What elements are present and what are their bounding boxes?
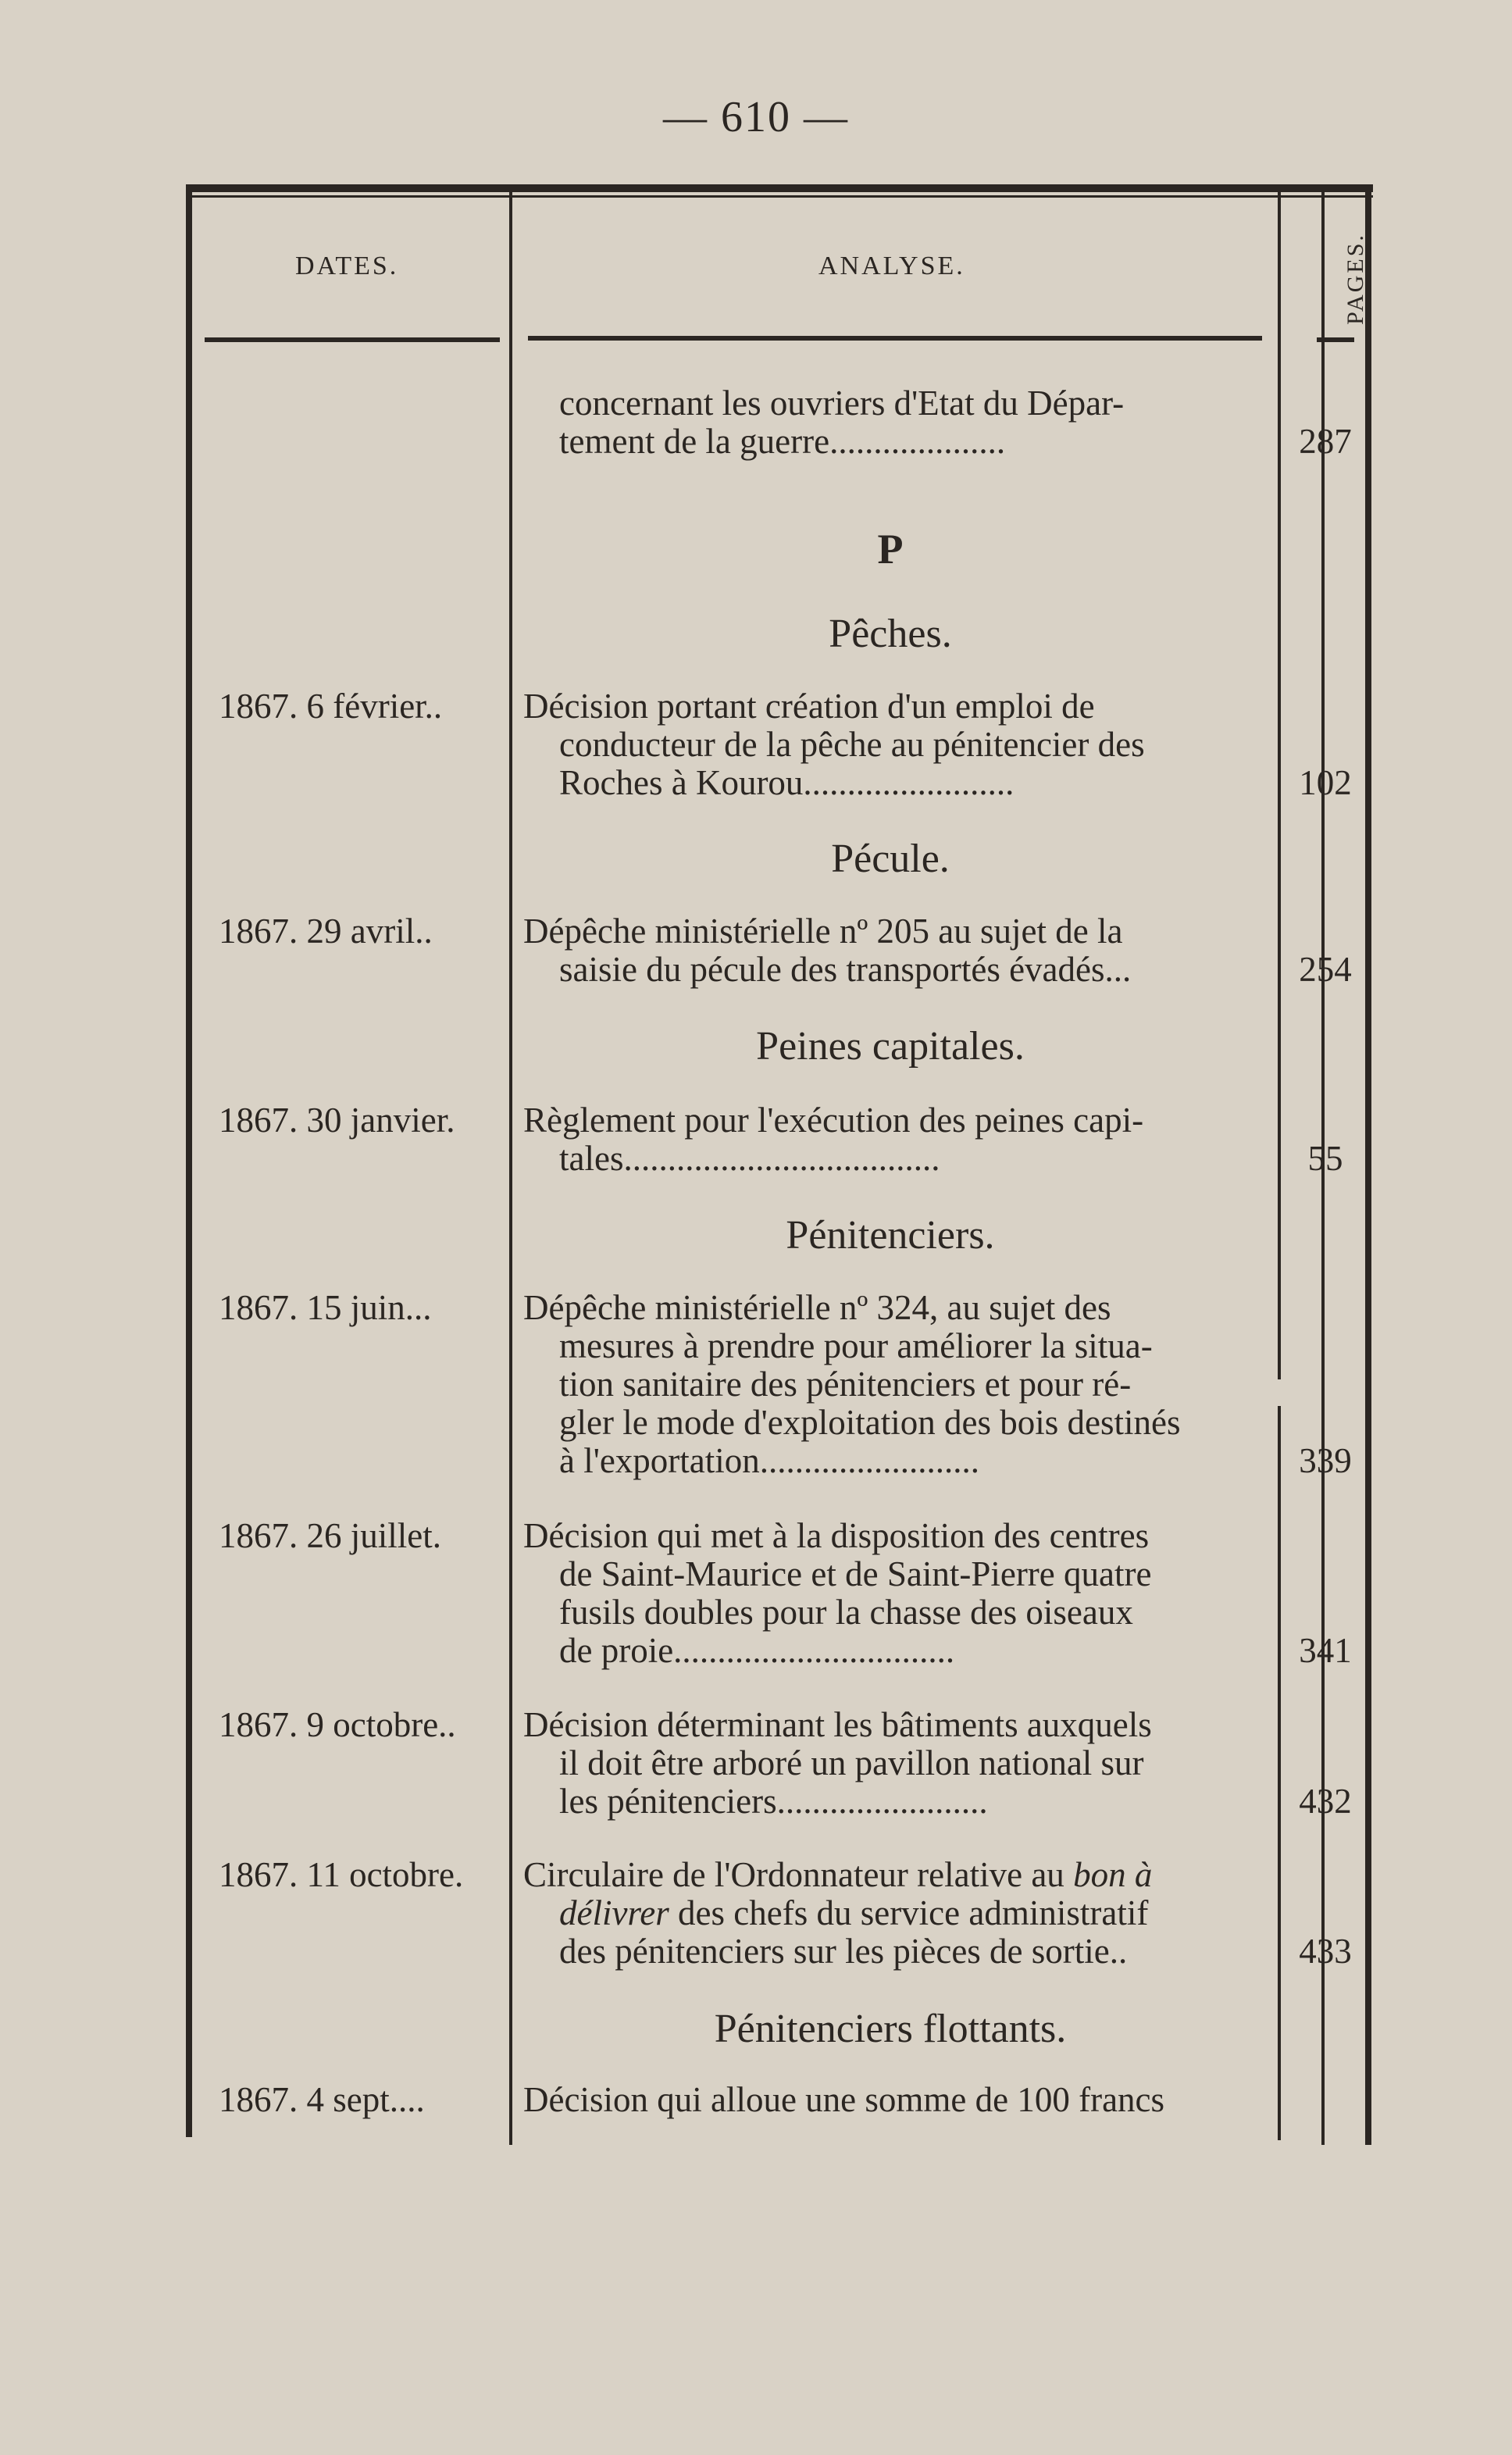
entry-line: Décision qui met à la disposition des centres (523, 1516, 1150, 1555)
entry-line (523, 1856, 1273, 1894)
entry-date: 1867. 4 sept.... (219, 2080, 425, 2119)
entry-date: 1867. 26 juillet. (219, 1516, 441, 1555)
table-right-rule (1365, 184, 1371, 2145)
entry-line: des pénitenciers sur les pièces de sortie.. (559, 1932, 1128, 1971)
entry-line: fusils doubles pour la chasse des oiseaux (559, 1593, 1133, 1632)
entry-date: 1867. 11 octobre. (219, 1855, 464, 1894)
page-reference: 432 (1299, 1782, 1352, 1821)
entry-line: tales.................................... (559, 1139, 940, 1178)
entry-italic-text: bon à (1073, 1855, 1153, 1894)
entry-line: les pénitenciers........................ (559, 1782, 988, 1821)
entry-line: Règlement pour l'exécution des peines capi- (523, 1101, 1144, 1140)
page-reference: 287 (1299, 422, 1352, 461)
section-title: Pécule. (831, 837, 950, 881)
table-top-rule (186, 184, 1373, 192)
entry-line: Dépêche ministérielle nº 205 au sujet de la (523, 912, 1123, 951)
entry-line: saisie du pécule des transportés évadés... (559, 950, 1132, 989)
continuation-line: concernant les ouvriers d'Etat du Dépar- (559, 384, 1125, 423)
column-header-dates: DATES. (295, 252, 399, 280)
header-underline-pages (1317, 337, 1354, 342)
entry-line: mesures à prendre pour améliorer la situa- (559, 1326, 1153, 1365)
entry-analysis (523, 1289, 1273, 1480)
column-divider-dates (509, 192, 512, 2145)
entry-date: 1867. 30 janvier. (219, 1101, 455, 1140)
entry-line: Décision déterminant les bâtiments auxquels (523, 1705, 1152, 1744)
continuation-line: tement de la guerre.................... (559, 422, 1006, 461)
section-title: Pénitenciers flottants. (714, 2007, 1067, 2051)
column-header-pages: PAGES. (1343, 233, 1368, 325)
entry-analysis (523, 1101, 1273, 1178)
page-reference: 341 (1299, 1631, 1352, 1670)
entry-line: à l'exportation......................... (559, 1441, 980, 1480)
entry-analysis (523, 1706, 1273, 1821)
page-reference: 254 (1299, 950, 1352, 989)
page-reference: 433 (1299, 1932, 1352, 1971)
page-reference: 102 (1299, 763, 1352, 802)
entry-date: 1867. 29 avril.. (219, 912, 433, 951)
entry-analysis (523, 2081, 1273, 2119)
entry-line: Décision portant création d'un emploi de (523, 687, 1095, 726)
entry-line: tion sanitaire des pénitenciers et pour ré- (559, 1365, 1132, 1404)
entry-italic-text: délivrer (559, 1893, 669, 1932)
entry-line (523, 1894, 1273, 1932)
section-title: Pénitenciers. (786, 1213, 995, 1258)
entry-line: Roches à Kourou........................ (559, 763, 1015, 802)
entry-date: 1867. 15 juin... (219, 1288, 432, 1327)
page-reference: 339 (1299, 1441, 1352, 1480)
entry-line: il doit être arboré un pavillon national sur (559, 1743, 1144, 1782)
section-title: Pêches. (829, 612, 952, 656)
header-underline-analyse (528, 336, 1262, 341)
entry-date: 1867. 9 octobre.. (219, 1705, 456, 1744)
table-top-rule-thin (186, 195, 1373, 198)
page-number: — 610 — (663, 93, 849, 141)
entry-line: de proie................................ (559, 1631, 955, 1670)
continuation-text (523, 384, 1273, 461)
page-reference: 55 (1307, 1139, 1343, 1178)
entry-text: Circulaire de l'Ordonnateur relative au (523, 1855, 1074, 1894)
column-divider-analyse-lower (1278, 1406, 1281, 2140)
entry-analysis (523, 687, 1273, 802)
section-letter: P (877, 526, 904, 573)
section-title: Peines capitales. (756, 1024, 1025, 1069)
entry-line: conducteur de la pêche au pénitencier des (559, 725, 1145, 764)
table-left-rule (186, 184, 192, 2137)
entry-line: gler le mode d'exploitation des bois destinés (559, 1403, 1181, 1442)
entry-analysis (523, 912, 1273, 989)
entry-line: Décision qui alloue une somme de 100 francs (523, 2080, 1165, 2119)
column-divider-analyse (1278, 192, 1281, 1379)
entry-line: de Saint-Maurice et de Saint-Pierre quatre (559, 1554, 1152, 1593)
entry-date: 1867. 6 février.. (219, 687, 443, 726)
entry-line: Dépêche ministérielle nº 324, au sujet des (523, 1288, 1111, 1327)
entry-analysis (523, 1856, 1273, 1971)
entry-text: des chefs du service administratif (669, 1893, 1149, 1932)
header-underline-dates (205, 337, 500, 342)
entry-analysis (523, 1517, 1273, 1670)
column-header-analyse: ANALYSE. (818, 252, 965, 280)
